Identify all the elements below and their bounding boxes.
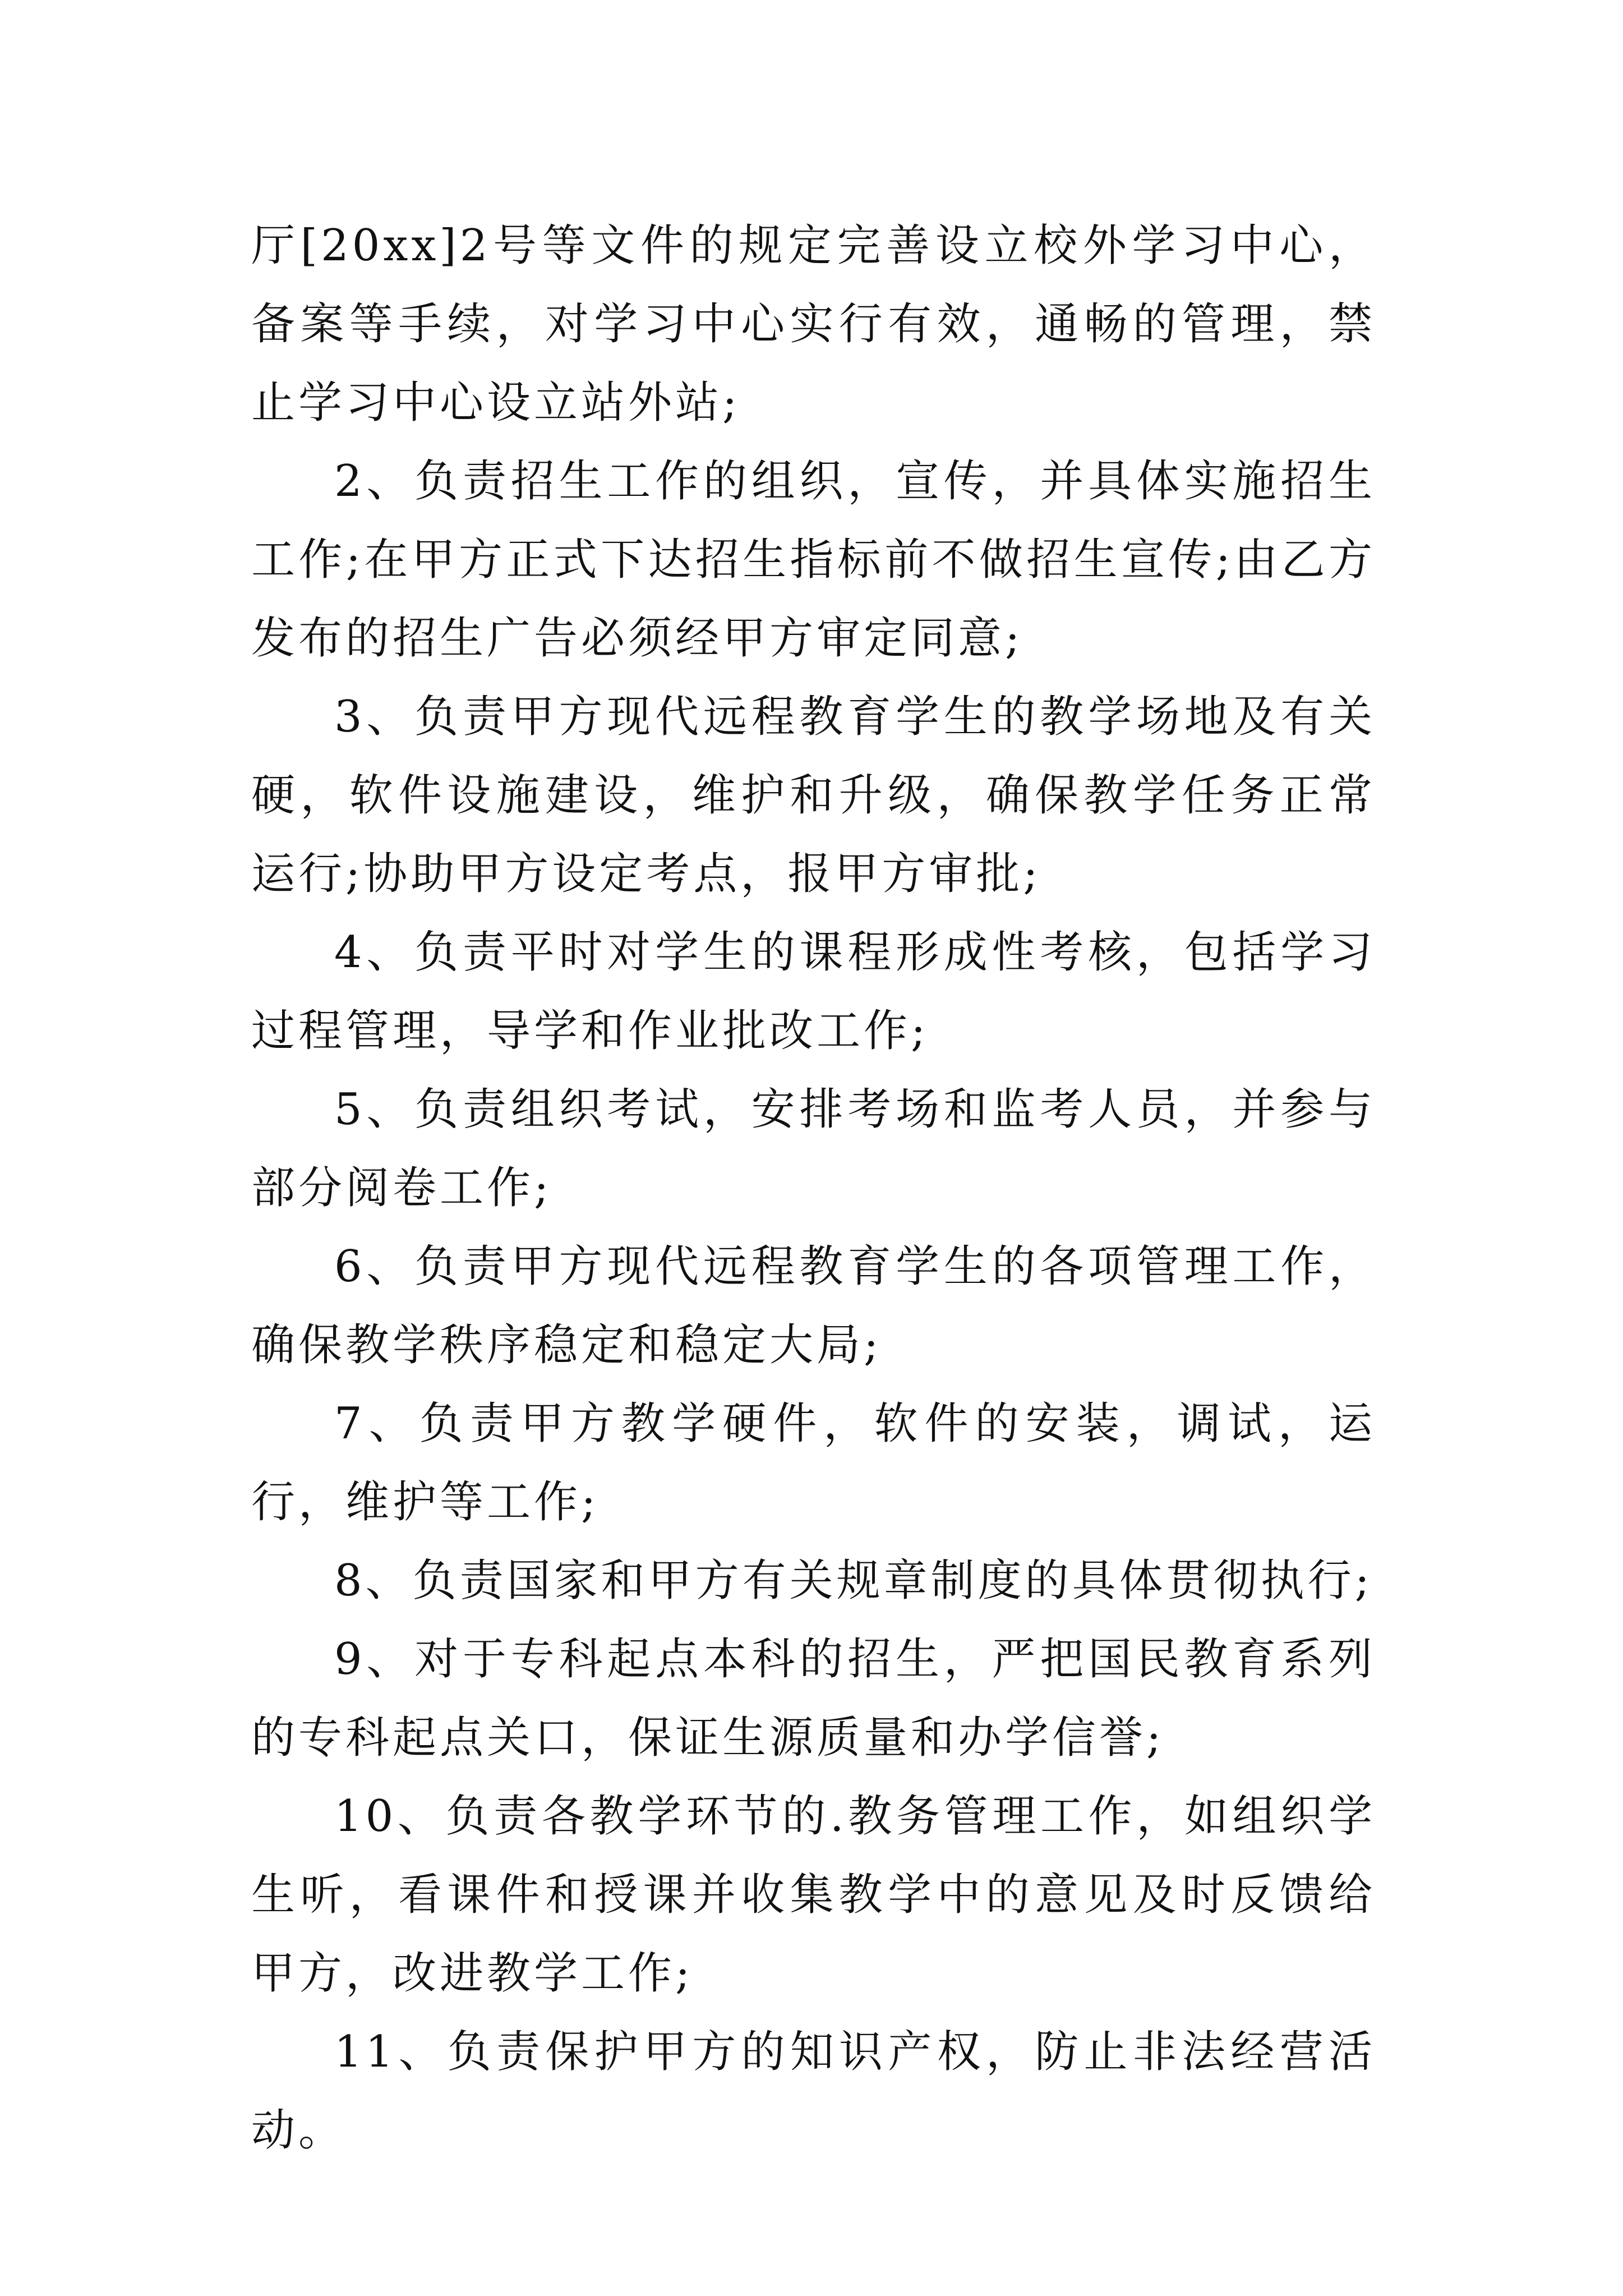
paragraph-item-11: 11、负责保护甲方的知识产权，防止非法经营活动。 bbox=[251, 2027, 1376, 2156]
paragraph-item-4: 4、负责平时对学生的课程形成性考核，包括学习过程管理，导学和作业批改工作; bbox=[251, 927, 1376, 1056]
paragraph-item-3: 3、负责甲方现代远程教育学生的教学场地及有关硬，软件设施建设，维护和升级，确保教学任务正常运行;协助甲方设定考点，报甲方审批; bbox=[251, 692, 1376, 899]
paragraph-item-2: 2、负责招生工作的组织，宣传，并具体实施招生工作;在甲方正式下达招生指标前不做招生宣传;由乙方发布的招生广告必须经甲方审定同意; bbox=[251, 456, 1376, 664]
paragraph-continuation: 厅[20xx]2号等文件的规定完善设立校外学习中心，备案等手续，对学习中心实行有效，通畅的管理，禁止学习中心设立站外站; bbox=[251, 220, 1376, 428]
paragraph-item-5: 5、负责组织考试，安排考场和监考人员，并参与部分阅卷工作; bbox=[251, 1084, 1376, 1213]
paragraph-item-6: 6、负责甲方现代远程教育学生的各项管理工作，确保教学秩序稳定和稳定大局; bbox=[251, 1241, 1376, 1370]
paragraph-item-7: 7、负责甲方教学硬件，软件的安装，调试，运行，维护等工作; bbox=[251, 1398, 1376, 1527]
document-body bbox=[251, 206, 1376, 2170]
paragraph-item-8: 8、负责国家和甲方有关规章制度的具体贯彻执行; bbox=[334, 1556, 1373, 1606]
paragraph-item-9: 9、对于专科起点本科的招生，严把国民教育系列的专科起点关口，保证生源质量和办学信誉; bbox=[251, 1634, 1376, 1763]
paragraph-item-10: 10、负责各教学环节的.教务管理工作，如组织学生听，看课件和授课并收集教学中的意见及时反馈给甲方，改进教学工作; bbox=[251, 1791, 1376, 1999]
